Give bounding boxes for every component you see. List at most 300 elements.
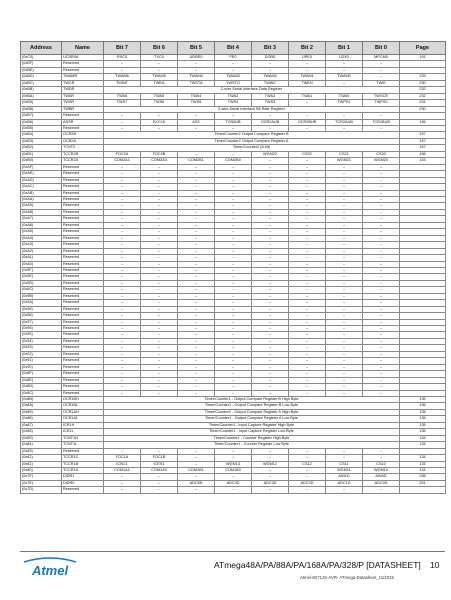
- register-address: (0xAC): [21, 184, 62, 190]
- bit-cell: TWAM1: [289, 74, 326, 80]
- bit-cell: –: [326, 248, 363, 254]
- bit-cell: –: [215, 235, 252, 241]
- bit-cell: –: [178, 293, 215, 299]
- bit-cell: –: [326, 371, 363, 377]
- register-address: (0x90): [21, 364, 62, 370]
- bit-cell: –: [289, 448, 326, 454]
- bit-cell: –: [215, 229, 252, 235]
- bit-cell: –: [141, 384, 178, 390]
- register-name: TWSR: [62, 100, 104, 106]
- register-address: (0xB1): [21, 151, 62, 157]
- document-code: Atmel-8271JS-AVR- ATmega-Datasheet_11/2015: [300, 575, 394, 580]
- register-address: (0xB5): [21, 125, 62, 131]
- document-title: ATmega48A/PA/88A/PA/168A/PA/328/P [DATASHEET]: [214, 560, 421, 570]
- bit-cell: –: [252, 384, 289, 390]
- bit-cell: –: [326, 364, 363, 370]
- page-ref: 135: [400, 429, 446, 435]
- register-name: OCR1AL: [62, 416, 104, 422]
- bit-cell: –: [215, 326, 252, 332]
- register-address: (0x81): [21, 461, 62, 467]
- bit-cell: –: [289, 384, 326, 390]
- bit-cell: –: [252, 267, 289, 273]
- bit-cell: –: [178, 177, 215, 183]
- bit-cell: –: [178, 384, 215, 390]
- bit-cell: –: [104, 222, 141, 228]
- bit-cell: –: [289, 61, 326, 67]
- bit-cell: –: [141, 67, 178, 73]
- bit-cell: –: [326, 229, 363, 235]
- bit-cell: –: [326, 190, 363, 196]
- bit-cell: –: [252, 287, 289, 293]
- bit-cell: –: [141, 267, 178, 273]
- bit-cell: ICNC1: [104, 461, 141, 467]
- register-name: Reserved: [62, 390, 104, 396]
- register-name: OCR1BL: [62, 403, 104, 409]
- bit-cell: –: [178, 326, 215, 332]
- register-name: Reserved: [62, 377, 104, 383]
- bit-cell: –: [363, 242, 400, 248]
- register-description: Timer/Counter1 - Counter Register Low Byte: [104, 442, 400, 448]
- register-name: Reserved: [62, 164, 104, 170]
- bit-cell: –: [363, 293, 400, 299]
- bit-cell: –: [178, 313, 215, 319]
- bit-cell: –: [326, 209, 363, 215]
- bit-cell: –: [141, 280, 178, 286]
- bit-cell: –: [215, 306, 252, 312]
- register-address: (0x82): [21, 455, 62, 461]
- bit-cell: COM2A1: [104, 158, 141, 164]
- register-address: (0x93): [21, 345, 62, 351]
- page-ref: 134: [400, 442, 446, 448]
- register-address: (0x9C): [21, 287, 62, 293]
- bit-cell: –: [215, 338, 252, 344]
- bit-cell: –: [141, 448, 178, 454]
- header-bit7: Bit 7: [104, 42, 141, 55]
- bit-cell: TWS3: [252, 100, 289, 106]
- bit-cell: –: [215, 261, 252, 267]
- bit-cell: –: [178, 151, 215, 157]
- bit-cell: –: [104, 196, 141, 202]
- register-name: Reserved: [62, 448, 104, 454]
- bit-cell: –: [104, 338, 141, 344]
- page-ref: 236: [400, 474, 446, 480]
- bit-cell: –: [252, 190, 289, 196]
- bit-cell: –: [178, 461, 215, 467]
- bit-cell: –: [178, 364, 215, 370]
- register-address: (0x97): [21, 319, 62, 325]
- register-name: Reserved: [62, 267, 104, 273]
- bit-cell: –: [104, 448, 141, 454]
- bit-cell: –: [215, 190, 252, 196]
- bit-cell: –: [363, 319, 400, 325]
- bit-cell: –: [363, 274, 400, 280]
- bit-cell: –: [252, 293, 289, 299]
- bit-cell: –: [178, 196, 215, 202]
- bit-cell: –: [252, 332, 289, 338]
- register-description: Timer/Counter1 - Input Capture Register Low Byte: [104, 429, 400, 435]
- bit-cell: –: [141, 306, 178, 312]
- bit-cell: –: [289, 196, 326, 202]
- register-description: Timer/Counter2 (8-bit): [104, 145, 400, 151]
- bit-cell: –: [289, 190, 326, 196]
- bit-cell: –: [252, 261, 289, 267]
- bit-cell: –: [104, 113, 141, 119]
- bit-cell: –: [326, 448, 363, 454]
- bit-cell: –: [289, 326, 326, 332]
- bit-cell: –: [104, 164, 141, 170]
- bit-cell: –: [289, 358, 326, 364]
- bit-cell: –: [326, 332, 363, 338]
- register-address: (0xA0): [21, 261, 62, 267]
- register-description: Timer/Counter1 - Counter Register High Byte: [104, 435, 400, 441]
- bit-cell: –: [326, 306, 363, 312]
- bit-cell: –: [363, 61, 400, 67]
- bit-cell: TWPS0: [363, 100, 400, 106]
- bit-cell: –: [252, 345, 289, 351]
- bit-cell: –: [178, 61, 215, 67]
- bit-cell: –: [178, 190, 215, 196]
- register-address: (0xAE): [21, 171, 62, 177]
- bit-cell: ADC1D: [326, 480, 363, 486]
- bit-cell: –: [326, 216, 363, 222]
- bit-cell: –: [178, 125, 215, 131]
- page-ref: 232: [400, 93, 446, 99]
- bit-cell: –: [178, 280, 215, 286]
- bit-cell: –: [326, 242, 363, 248]
- bit-cell: –: [104, 119, 141, 125]
- bit-cell: –: [104, 300, 141, 306]
- register-name: OCR2B: [62, 132, 104, 138]
- bit-cell: –: [104, 190, 141, 196]
- bit-cell: –: [252, 255, 289, 261]
- bit-cell: –: [215, 332, 252, 338]
- bit-cell: TWS5: [178, 100, 215, 106]
- bit-cell: –: [215, 67, 252, 73]
- bit-cell: –: [289, 351, 326, 357]
- bit-cell: –: [104, 209, 141, 215]
- bit-cell: FE0: [215, 55, 252, 61]
- bit-cell: –: [215, 474, 252, 480]
- bit-cell: –: [178, 358, 215, 364]
- register-name: Reserved: [62, 203, 104, 209]
- register-summary-table-container: [20, 41, 445, 494]
- bit-cell: –: [363, 113, 400, 119]
- register-description: Timer/Counter1 - Input Capture Register High Byte: [104, 422, 400, 428]
- bit-cell: –: [326, 345, 363, 351]
- bit-cell: –: [363, 209, 400, 215]
- bit-cell: –: [215, 177, 252, 183]
- bit-cell: ADC3D: [252, 480, 289, 486]
- register-name: Reserved: [62, 171, 104, 177]
- bit-cell: –: [289, 300, 326, 306]
- bit-cell: –: [141, 164, 178, 170]
- bit-cell: –: [289, 248, 326, 254]
- bit-cell: –: [215, 151, 252, 157]
- register-name: Reserved: [62, 216, 104, 222]
- bit-cell: –: [215, 248, 252, 254]
- bit-cell: –: [289, 306, 326, 312]
- bit-cell: –: [178, 474, 215, 480]
- bit-cell: –: [363, 261, 400, 267]
- bit-cell: –: [252, 242, 289, 248]
- register-name: Reserved: [62, 248, 104, 254]
- register-name: Reserved: [62, 384, 104, 390]
- bit-cell: –: [215, 300, 252, 306]
- bit-cell: ICES1: [141, 461, 178, 467]
- bit-cell: –: [363, 345, 400, 351]
- bit-cell: –: [215, 267, 252, 273]
- table-body: [21, 55, 446, 494]
- bit-cell: –: [326, 487, 363, 493]
- register-name: Reserved: [62, 332, 104, 338]
- bit-cell: –: [178, 164, 215, 170]
- register-address: (0x92): [21, 351, 62, 357]
- register-name: TCNT1H: [62, 435, 104, 441]
- bit-cell: –: [363, 326, 400, 332]
- bit-cell: –: [326, 267, 363, 273]
- bit-cell: –: [363, 125, 400, 131]
- page-ref: 156: [400, 151, 446, 157]
- register-address: (0xBD): [21, 74, 62, 80]
- bit-cell: –: [215, 242, 252, 248]
- register-name: Reserved: [62, 319, 104, 325]
- bit-cell: –: [141, 274, 178, 280]
- bit-cell: –: [289, 287, 326, 293]
- bit-cell: TWS4: [215, 100, 252, 106]
- register-address: (0x9B): [21, 293, 62, 299]
- bit-cell: –: [326, 203, 363, 209]
- page-ref: 156: [400, 119, 446, 125]
- register-name: TCCR1B: [62, 461, 104, 467]
- register-address: (0xA8): [21, 209, 62, 215]
- bit-cell: COM2B1: [178, 158, 215, 164]
- bit-cell: –: [178, 248, 215, 254]
- register-address: (0x8B): [21, 397, 62, 403]
- bit-cell: –: [141, 358, 178, 364]
- bit-cell: –: [326, 113, 363, 119]
- bit-cell: –: [215, 274, 252, 280]
- bit-cell: –: [141, 300, 178, 306]
- bit-cell: –: [289, 364, 326, 370]
- bit-cell: –: [215, 384, 252, 390]
- bit-cell: –: [104, 332, 141, 338]
- bit-cell: –: [363, 455, 400, 461]
- register-description: Timer/Counter1 - Output Compare Register B High Byte: [104, 397, 400, 403]
- bit-cell: –: [326, 61, 363, 67]
- bit-cell: –: [289, 474, 326, 480]
- register-address: (0xB8): [21, 106, 62, 112]
- bit-cell: –: [326, 390, 363, 396]
- register-name: Reserved: [62, 184, 104, 190]
- bit-cell: –: [252, 113, 289, 119]
- page-ref: [400, 487, 446, 493]
- header-bit3: Bit 3: [252, 42, 289, 55]
- bit-cell: –: [215, 222, 252, 228]
- bit-cell: TWS7: [104, 100, 141, 106]
- bit-cell: –: [326, 255, 363, 261]
- register-address: (0xBE): [21, 67, 62, 73]
- bit-cell: –: [252, 248, 289, 254]
- register-address: (0x9D): [21, 280, 62, 286]
- bit-cell: –: [363, 177, 400, 183]
- bit-cell: UDRE0: [178, 55, 215, 61]
- header-bit4: Bit 4: [215, 42, 252, 55]
- bit-cell: –: [178, 171, 215, 177]
- register-address: (0xBA): [21, 93, 62, 99]
- bit-cell: –: [289, 332, 326, 338]
- bit-cell: –: [141, 216, 178, 222]
- register-name: Reserved: [62, 235, 104, 241]
- bit-cell: –: [141, 390, 178, 396]
- register-name: Reserved: [62, 280, 104, 286]
- bit-cell: –: [363, 300, 400, 306]
- register-address: (0xB4): [21, 132, 62, 138]
- page-ref: 233: [400, 74, 446, 80]
- bit-cell: –: [363, 371, 400, 377]
- bit-cell: TWA5: [141, 93, 178, 99]
- bit-cell: –: [178, 184, 215, 190]
- bit-cell: –: [104, 487, 141, 493]
- bit-cell: –: [289, 125, 326, 131]
- page-ref: 230: [400, 106, 446, 112]
- bit-cell: OCR2BUB: [289, 119, 326, 125]
- bit-cell: –: [141, 338, 178, 344]
- bit-cell: FOC2A: [104, 151, 141, 157]
- bit-cell: –: [326, 351, 363, 357]
- register-name: Reserved: [62, 364, 104, 370]
- bit-cell: –: [178, 332, 215, 338]
- bit-cell: –: [289, 293, 326, 299]
- bit-cell: –: [178, 267, 215, 273]
- bit-cell: –: [141, 371, 178, 377]
- bit-cell: –: [363, 448, 400, 454]
- bit-cell: –: [252, 177, 289, 183]
- bit-cell: –: [104, 242, 141, 248]
- register-name: Reserved: [62, 229, 104, 235]
- bit-cell: CS21: [326, 151, 363, 157]
- bit-cell: U2X0: [326, 55, 363, 61]
- bit-cell: –: [141, 480, 178, 486]
- bit-cell: –: [104, 261, 141, 267]
- bit-cell: –: [252, 313, 289, 319]
- bit-cell: OCR2AUB: [252, 119, 289, 125]
- bit-cell: TWAM6: [104, 74, 141, 80]
- bit-cell: –: [289, 280, 326, 286]
- bit-cell: –: [289, 242, 326, 248]
- bit-cell: –: [252, 235, 289, 241]
- bit-cell: –: [141, 171, 178, 177]
- register-name: TWDR: [62, 87, 104, 93]
- table-row: [21, 487, 446, 493]
- bit-cell: –: [215, 171, 252, 177]
- bit-cell: –: [252, 164, 289, 170]
- register-name: DIDR0: [62, 480, 104, 486]
- bit-cell: –: [104, 326, 141, 332]
- bit-cell: –: [141, 209, 178, 215]
- bit-cell: –: [141, 474, 178, 480]
- bit-cell: –: [252, 274, 289, 280]
- bit-cell: TWAM5: [141, 74, 178, 80]
- bit-cell: –: [289, 216, 326, 222]
- register-address: (0x7F): [21, 474, 62, 480]
- register-address: (0x84): [21, 442, 62, 448]
- bit-cell: –: [178, 209, 215, 215]
- page-ref: 191: [400, 55, 446, 61]
- register-address: (0x9E): [21, 274, 62, 280]
- bit-cell: –: [104, 319, 141, 325]
- register-address: (0xA2): [21, 248, 62, 254]
- bit-cell: –: [289, 487, 326, 493]
- page-ref: 135: [400, 409, 446, 415]
- bit-cell: –: [141, 345, 178, 351]
- bit-cell: –: [104, 364, 141, 370]
- bit-cell: –: [215, 164, 252, 170]
- bit-cell: –: [289, 100, 326, 106]
- bit-cell: ADC5D: [178, 480, 215, 486]
- register-name: Reserved: [62, 125, 104, 131]
- bit-cell: –: [178, 222, 215, 228]
- bit-cell: –: [289, 222, 326, 228]
- bit-cell: –: [215, 313, 252, 319]
- register-address: (0x95): [21, 332, 62, 338]
- bit-cell: –: [141, 487, 178, 493]
- page-ref: 134: [400, 435, 446, 441]
- bit-cell: –: [326, 67, 363, 73]
- bit-cell: EXCLK: [141, 119, 178, 125]
- bit-cell: –: [178, 351, 215, 357]
- register-name: TCCR1A: [62, 468, 104, 474]
- register-address: (0x88): [21, 416, 62, 422]
- bit-cell: TCR2AUB: [326, 119, 363, 125]
- bit-cell: –: [141, 332, 178, 338]
- bit-cell: –: [363, 248, 400, 254]
- register-name: Reserved: [62, 326, 104, 332]
- bit-cell: –: [289, 377, 326, 383]
- register-name: Reserved: [62, 345, 104, 351]
- bit-cell: –: [141, 113, 178, 119]
- bit-cell: –: [104, 67, 141, 73]
- bit-cell: ADC2D: [289, 480, 326, 486]
- bit-cell: –: [178, 455, 215, 461]
- bit-cell: TWAM3: [215, 74, 252, 80]
- register-description: Timer/Counter2 Output Compare Register A: [104, 138, 400, 144]
- bit-cell: –: [252, 222, 289, 228]
- bit-cell: –: [141, 177, 178, 183]
- bit-cell: –: [178, 203, 215, 209]
- bit-cell: –: [363, 74, 400, 80]
- register-address: (0xA7): [21, 216, 62, 222]
- bit-cell: –: [363, 306, 400, 312]
- page-ref: 230: [400, 80, 446, 86]
- bit-cell: –: [178, 113, 215, 119]
- bit-cell: –: [215, 184, 252, 190]
- bit-cell: COM1B0: [215, 468, 252, 474]
- bit-cell: COM2B0: [215, 158, 252, 164]
- register-address: (0xA9): [21, 203, 62, 209]
- bit-cell: –: [141, 287, 178, 293]
- bit-cell: –: [326, 293, 363, 299]
- bit-cell: –: [289, 203, 326, 209]
- bit-cell: –: [215, 293, 252, 299]
- register-name: Reserved: [62, 222, 104, 228]
- register-description: Timer/Counter1 - Output Compare Register B Low Byte: [104, 403, 400, 409]
- bit-cell: –: [178, 319, 215, 325]
- register-name: Reserved: [62, 487, 104, 493]
- bit-cell: –: [215, 448, 252, 454]
- header-address: Address: [21, 42, 62, 55]
- bit-cell: –: [178, 371, 215, 377]
- bit-cell: ADC4D: [215, 480, 252, 486]
